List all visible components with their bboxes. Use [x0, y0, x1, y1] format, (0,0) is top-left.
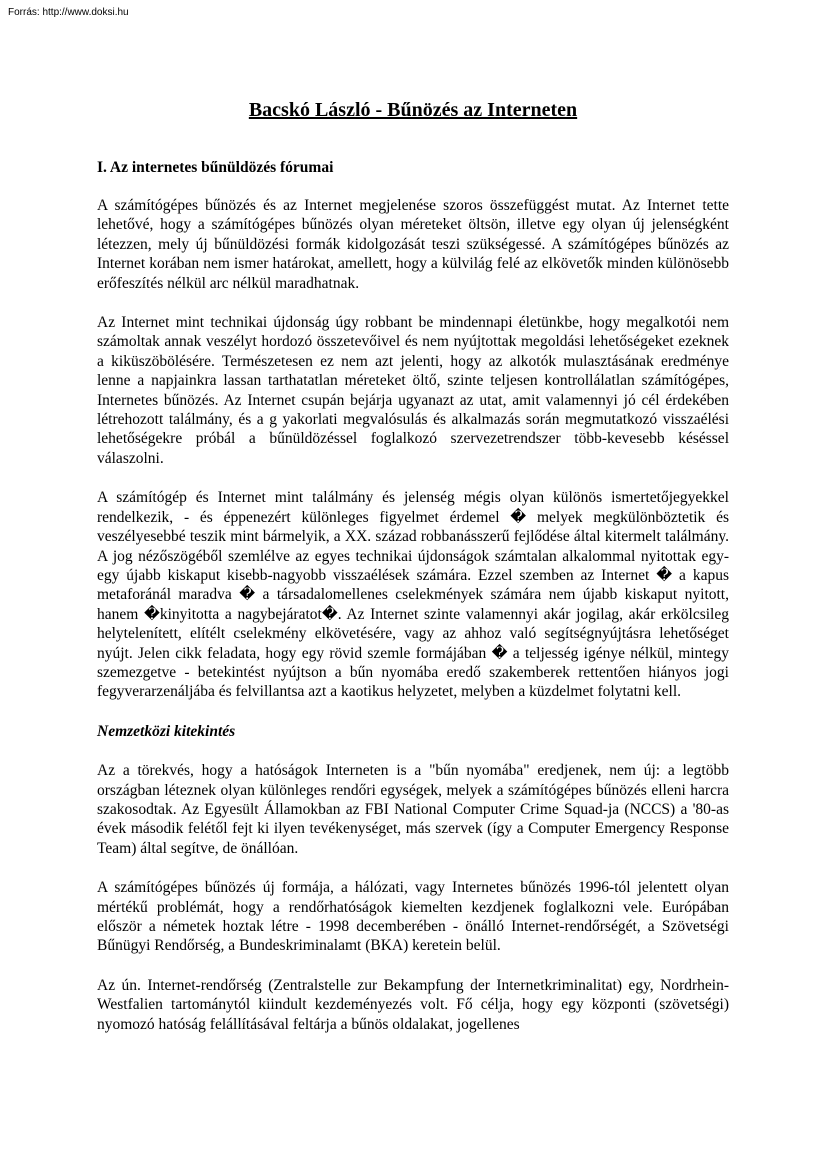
subheading: Nemzetközi kitekintés — [97, 722, 236, 740]
paragraph: Az Internet mint technikai újdonság úgy robbant be mindennapi életünkbe, hogy megalkotói nem számoltak annak veszélyt hordozó összetevőivel és nem nyújtottak megoldási lehetőségeket ezeknek a kiküszöbölésére. Természetesen ez nem azt jelenti, hogy az alkotók mulasztásának eredménye lenne a napjainkra lassan tarthatatlan méreteket öltő, szinte teljesen kontrollálatlan számítógépes, Internetes bűnözés. Az Internet csupán bejárja ugyanazt az utat, amit valamennyi jó cél érdekében létrehozott találmány, és a g yakorlati megvalósulás és alkalmazás során megmutatkozó visszaélési lehetőségekre próbál a bűnüldözéssel foglalkozó szervezetrendszer több-kevesebb késéssel válaszolni. — [97, 314, 729, 467]
paragraph: Az a törekvés, hogy a hatóságok Interneten is a "bűn nyomába" eredjenek, nem új: a legtöbb országban léteznek olyan különleges rendőri egységek, melyek a számítógépes bűnözés elleni harcra szakosodtak. Az Egyesült Államokban az FBI National Computer Crime Squad-ja (NCCS) a '80-as évek második felétől fejt ki ilyen tevékenységet, más szervek (így a Computer Emergency Response Team) által segítve, de önállóan. — [97, 762, 729, 857]
paragraph: A számítógépes bűnözés és az Internet megjelenése szoros összefüggést mutat. Az Internet tette lehetővé, hogy a számítógépes bűnözés olyan méreteket öltsön, illetve egy olyan új jelenségként létezzen, mely új bűnüldözési formák kidolgozását teszi szükségessé. A számítógépes bűnözés az Internet korában nem ismer határokat, amellett, hogy a külvilág felé az elkövetők minden különösebb erőfeszítés nélkül arc nélkül maradhatnak. — [97, 197, 729, 292]
section-heading: I. Az internetes bűnüldözés fórumai — [97, 159, 334, 176]
document-page — [97, 97, 729, 1034]
source-label: Forrás: http://www.doksi.hu — [8, 7, 129, 18]
paragraph: A számítógépes bűnözés új formája, a hálózati, vagy Internetes bűnözés 1996-tól jelentett olyan mértékű problémát, hogy a rendőrhatóságok kiemelten kezdjenek foglalkozni vele. Európában először a németek hoztak létre - 1998 decemberében - önálló Internet-rendőrségét, a Szövetségi Bűnügyi Rendőrség, a Bundeskriminalamt (BKA) keretein belül. — [97, 879, 729, 955]
paragraph: A számítógép és Internet mint találmány és jelenség mégis olyan különös ismertetőjegyekkel rendelkezik, - és éppenezért különleges figyelmet érdemel � melyek megkülönböztetik és veszélyesebbé teszik mint bármelyik, a XX. század robbanásszerű fejlődése által kitermelt találmány. A jog nézőszögéből szemlélve az egyes technikai újdonságok számtalan alkalommal nyitottak egy-egy újabb kiskaput kisebb-nagyobb visszaélések számára. Ezzel szemben az Internet � a kapus metaforánál maradva � a társadalomellenes cselekmények számára nem újabb kiskaput nyitott, hanem �kinyitotta a nagybejáratot�. Az Internet szinte valamennyi akár jogilag, akár erkölcsileg helytelenített, elítélt cselekmény elkövetésére, vagy az ahhoz való segítségnyújtásra lehetőséget nyújt. Jelen cikk feladata, hogy egy rövid szemle formájában � a teljesség igénye nélkül, mintegy szemezgetve - betekintést nyújtson a bűn nyomába eredő szakemberek rettentően hiányos jogi fegyverarzenáljába és felvillantsa azt a kaotikus helyzetet, melyben a küzdelmet folytatni kell. — [97, 489, 729, 701]
document-title: Bacskó László - Bűnözés az Interneten — [248, 99, 578, 121]
paragraph: Az ún. Internet-rendőrség (Zentralstelle zur Bekampfung der Internetkriminalitat) egy, Nordrhein-Westfalien tartománytól kiindult kezdeményezés volt. Fő célja, hogy egy központi (szövetségi) nyomozó hatóság felállításával feltárja a bűnös oldalakat, jogellenes — [97, 976, 729, 1033]
